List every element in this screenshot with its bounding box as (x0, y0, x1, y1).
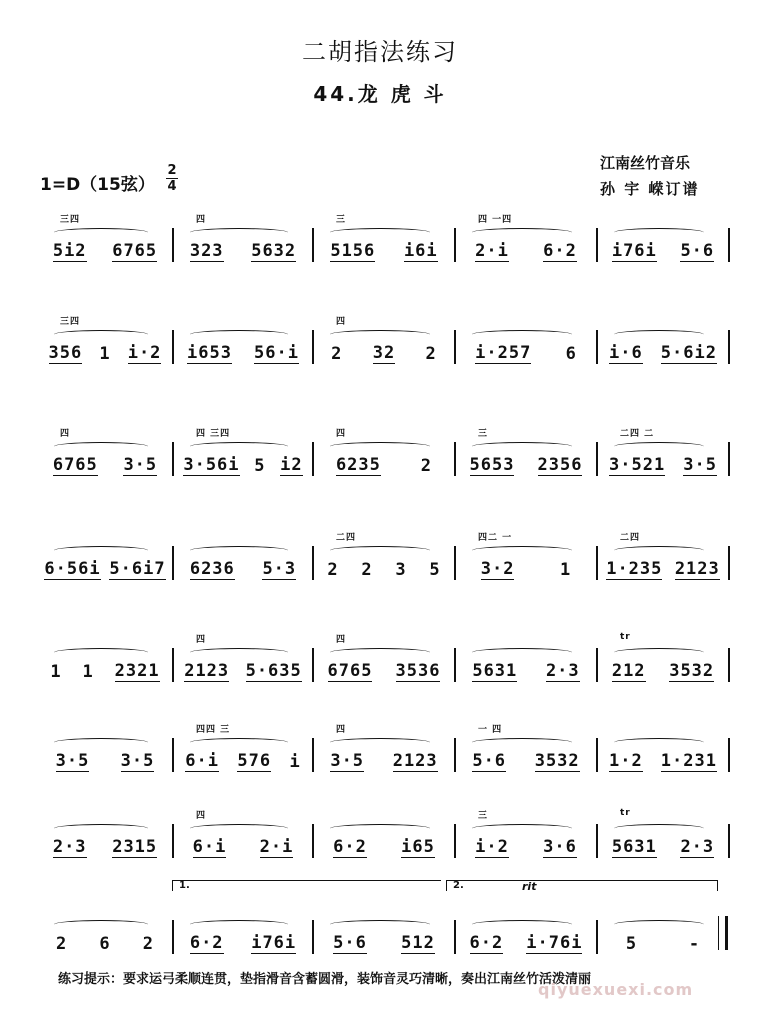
measure (316, 317, 452, 364)
second-ending-bracket (446, 880, 718, 891)
fingering-mark: 三四 (60, 317, 81, 327)
note-group: 6 (565, 344, 577, 364)
fingering-mark: 四二 一 (478, 533, 513, 543)
measure (316, 215, 452, 262)
note-group: 2 (327, 560, 339, 580)
slur-mark (472, 824, 572, 833)
slur-mark (54, 442, 148, 451)
watermark: qiyuexuexi.com (538, 980, 694, 999)
fingering-mark: 四 (196, 215, 207, 225)
barline (454, 228, 456, 262)
first-ending-label: 1. (179, 880, 190, 891)
note-group: i653 (187, 343, 232, 363)
note-group: 512 (401, 933, 435, 953)
slur-mark (190, 824, 288, 833)
barline (172, 738, 174, 772)
slur-mark (54, 920, 148, 929)
slur-mark (614, 442, 704, 451)
page-title: 二胡指法练习 (302, 38, 458, 66)
note-group: 2 (142, 934, 154, 954)
measure (40, 215, 170, 262)
note-group: 3532 (534, 751, 580, 771)
ritardando-mark: rit (522, 880, 537, 893)
barline (728, 648, 730, 682)
slur-mark (190, 648, 288, 657)
note-group: 2·3 (545, 661, 580, 681)
note-group: 5631 (611, 837, 657, 857)
slur-mark (472, 228, 572, 237)
note-group: 2·3 (52, 837, 87, 857)
note-group: i·76i (526, 933, 583, 953)
slur-mark (330, 228, 430, 237)
note-group: 356 (48, 343, 83, 363)
measure (40, 732, 170, 772)
slur-mark (330, 442, 430, 451)
slur-mark (54, 648, 148, 657)
staff-row (40, 317, 730, 364)
fingering-mark: 二四 (620, 533, 641, 543)
note-group: 5·635 (245, 661, 302, 681)
barline (312, 442, 314, 476)
note-group: i2 (280, 455, 303, 475)
slur-mark (190, 920, 288, 929)
slur-mark (614, 330, 704, 339)
note-group: i76i (611, 241, 657, 261)
slur-mark (190, 546, 288, 555)
note-group: - (688, 934, 701, 954)
fingering-mark: 四 (336, 635, 347, 645)
note-group: i6i (403, 241, 438, 261)
fingering-mark: tr (620, 632, 631, 642)
note-group: 5·6 (472, 751, 507, 771)
note-group: 5156 (330, 241, 376, 261)
note-group: 3·521 (609, 455, 666, 475)
slur-mark (330, 648, 430, 657)
note-group: 2123 (392, 751, 438, 771)
fingering-mark: 三 (478, 811, 489, 821)
arranger-label: 孙 宇 嵘订谱 (600, 180, 700, 198)
note-group: 1·2 (609, 751, 643, 771)
note-group: 2356 (537, 455, 583, 475)
note-group: 323 (189, 241, 224, 261)
measure (458, 429, 594, 476)
barline (172, 546, 174, 580)
slur-mark (54, 330, 148, 339)
barline (728, 228, 730, 262)
slur-mark (54, 738, 148, 747)
slur-mark (330, 546, 430, 555)
staff-row (40, 914, 730, 954)
note-group: i·6 (609, 343, 643, 363)
slur-mark (330, 824, 430, 833)
barline (728, 330, 730, 364)
note-group: 576 (237, 751, 272, 771)
barline (728, 546, 730, 580)
note-group: 3·5 (683, 455, 717, 475)
note-group: 212 (611, 661, 646, 681)
measure (40, 317, 170, 364)
barline (172, 330, 174, 364)
note-group: 6·2 (469, 933, 504, 953)
fingering-mark: 四 三四 (196, 429, 231, 439)
note-group: 56·i (254, 343, 299, 363)
fingering-mark: 四 (196, 811, 207, 821)
barline (454, 738, 456, 772)
barline (312, 330, 314, 364)
note-group: 3 (395, 560, 407, 580)
staff-row (40, 725, 730, 772)
note-group: 2 (420, 456, 433, 476)
barline (454, 546, 456, 580)
note-group: 2 (331, 344, 343, 364)
barline (728, 442, 730, 476)
note-group: i (289, 752, 301, 772)
genre-label: 江南丝竹音乐 (600, 154, 691, 172)
measure (458, 215, 594, 262)
fingering-mark: 一 四 (478, 725, 503, 735)
note-group: 3·5 (123, 455, 158, 475)
note-group: 6236 (189, 559, 235, 579)
note-group: 2 (425, 344, 437, 364)
measure (458, 811, 594, 858)
fingering-mark: 二四 二 (620, 429, 655, 439)
slur-mark (614, 228, 704, 237)
note-group: 2123 (674, 559, 720, 579)
slur-mark (190, 330, 288, 339)
barline (172, 920, 174, 954)
measure (176, 725, 310, 772)
barline (454, 824, 456, 858)
note-group: 2·i (259, 837, 294, 857)
note-group: 3·5 (120, 751, 155, 771)
note-group: 5·6 (680, 241, 715, 261)
barline (454, 330, 456, 364)
barline (454, 442, 456, 476)
note-group: i76i (251, 933, 297, 953)
note-group: i65 (401, 837, 435, 857)
slur-mark (472, 442, 572, 451)
slur-mark (472, 546, 572, 555)
note-group: 6·2 (543, 241, 577, 261)
measure (176, 811, 310, 858)
barline (596, 824, 598, 858)
note-group: 6·2 (333, 837, 367, 857)
slur-mark (54, 824, 148, 833)
slur-mark (614, 738, 704, 747)
slur-mark (472, 920, 572, 929)
note-group: 6·i (192, 837, 227, 857)
measure (316, 818, 452, 858)
note-group: 5 (625, 934, 638, 954)
slur-mark (330, 330, 430, 339)
note-group: i·2 (475, 837, 509, 857)
note-group: 6765 (52, 455, 98, 475)
note-group: 32 (372, 343, 396, 363)
measure (600, 533, 726, 580)
note-group: 1·231 (660, 751, 717, 771)
slur-mark (472, 738, 572, 747)
note-group: 1 (50, 662, 62, 682)
measure (40, 818, 170, 858)
barline (596, 738, 598, 772)
staff-row (40, 429, 730, 476)
note-group: 5·6i2 (660, 343, 717, 363)
fingering-mark: 四四 三 (196, 725, 231, 735)
barline (312, 920, 314, 954)
measure (458, 725, 594, 772)
measure (40, 642, 170, 682)
measure (600, 222, 726, 262)
measure (176, 635, 310, 682)
barline (596, 228, 598, 262)
fingering-mark: 四 (60, 429, 71, 439)
measure (600, 732, 726, 772)
measure (40, 914, 170, 954)
measure (458, 533, 594, 580)
note-group: 2123 (184, 661, 230, 681)
note-group: 5631 (472, 661, 518, 681)
barline (596, 920, 598, 954)
fingering-mark: 四 (336, 429, 347, 439)
measure (600, 808, 726, 858)
fingering-mark: 四 (336, 317, 347, 327)
slur-mark (54, 546, 148, 555)
first-ending-bracket (172, 880, 441, 891)
note-group: 6·2 (189, 933, 224, 953)
note-group: 2315 (112, 837, 158, 857)
note-group: 5 (429, 560, 441, 580)
measure (316, 725, 452, 772)
slur-mark (614, 546, 704, 555)
piece-title: 44.龙 虎 斗 (313, 82, 447, 106)
note-group: i·257 (475, 343, 532, 363)
slur-mark (614, 920, 704, 929)
barline (728, 738, 730, 772)
staff-row (40, 533, 730, 580)
measure (458, 642, 594, 682)
note-group: 1 (559, 560, 572, 580)
note-group: 5·6 (333, 933, 367, 953)
measure (176, 429, 310, 476)
measure (458, 914, 594, 954)
barline (596, 330, 598, 364)
meter-top: 2 (167, 163, 177, 178)
measure (176, 540, 310, 580)
note-group: 3·2 (480, 559, 515, 579)
note-group: 6235 (335, 455, 381, 475)
note-group: i·2 (127, 343, 162, 363)
note-group: 2·3 (680, 837, 715, 857)
note-group: 1·235 (606, 559, 663, 579)
measure (176, 215, 310, 262)
fingering-mark: tr (620, 808, 631, 818)
note-group: 6 (99, 934, 111, 954)
slur-mark (472, 330, 572, 339)
note-group: 1 (82, 662, 94, 682)
fingering-mark: 四 一四 (478, 215, 513, 225)
barline (312, 738, 314, 772)
note-group: 5i2 (52, 241, 87, 261)
barline (596, 546, 598, 580)
barline (312, 546, 314, 580)
barline (172, 228, 174, 262)
note-group: 3532 (669, 661, 715, 681)
note-group: 6765 (112, 241, 158, 261)
staff-row (40, 632, 730, 682)
note-group: 3·5 (330, 751, 365, 771)
measure (600, 429, 726, 476)
fingering-mark: 四 (196, 635, 207, 645)
note-group: 3·56i (183, 455, 240, 475)
note-group: 3536 (395, 661, 441, 681)
note-group: 5653 (469, 455, 515, 475)
measure (316, 429, 452, 476)
slur-mark (614, 824, 704, 833)
barline (596, 442, 598, 476)
fingering-mark: 二四 (336, 533, 357, 543)
note-group: 1 (99, 344, 111, 364)
barline (172, 442, 174, 476)
fingering-mark: 四 (336, 725, 347, 735)
slur-mark (54, 228, 148, 237)
barline (312, 824, 314, 858)
barline (312, 228, 314, 262)
note-group: 2·i (475, 241, 509, 261)
measure (316, 635, 452, 682)
second-ending-label: 2. (453, 880, 464, 891)
barline (454, 920, 456, 954)
note-group: 6765 (327, 661, 373, 681)
fingering-mark: 三 (478, 429, 489, 439)
slur-mark (330, 920, 430, 929)
barline (172, 824, 174, 858)
note-group: 5·3 (262, 559, 297, 579)
practice-tip: 练习提示：要求运弓柔顺连贯，垫指滑音含蓄圆滑，装饰音灵巧清晰，奏出江南丝竹活泼清丽 (58, 972, 592, 987)
barline (172, 648, 174, 682)
measure (316, 533, 452, 580)
measure (40, 429, 170, 476)
final-barline (718, 916, 728, 950)
note-group: 2 (56, 934, 68, 954)
barline (312, 648, 314, 682)
measure (600, 914, 726, 954)
note-group: 3·6 (543, 837, 577, 857)
measure (600, 324, 726, 364)
slur-mark (614, 648, 704, 657)
note-group: 2321 (114, 661, 160, 681)
measure (176, 324, 310, 364)
barline (454, 648, 456, 682)
note-group: 2 (361, 560, 373, 580)
slur-mark (330, 738, 430, 747)
slur-mark (190, 228, 288, 237)
key-signature: 1=D（15弦） (40, 175, 155, 195)
note-group: 5·6i7 (109, 559, 166, 579)
note-group: 5 (254, 456, 266, 476)
meter-bottom: 4 (167, 179, 177, 194)
barline (728, 824, 730, 858)
note-group: 6·i (185, 751, 219, 771)
slur-mark (190, 442, 288, 451)
fingering-mark: 三 (336, 215, 347, 225)
slur-mark (190, 738, 288, 747)
note-group: 3·5 (55, 751, 90, 771)
measure (600, 632, 726, 682)
staff-row (40, 808, 730, 858)
fingering-mark: 三四 (60, 215, 81, 225)
note-group: 5632 (251, 241, 297, 261)
note-group: 6·56i (44, 559, 101, 579)
staff-row (40, 215, 730, 262)
time-signature (166, 164, 178, 193)
measure (316, 914, 452, 954)
measure (458, 324, 594, 364)
measure (40, 540, 170, 580)
barline (596, 648, 598, 682)
measure (176, 914, 310, 954)
slur-mark (472, 648, 572, 657)
